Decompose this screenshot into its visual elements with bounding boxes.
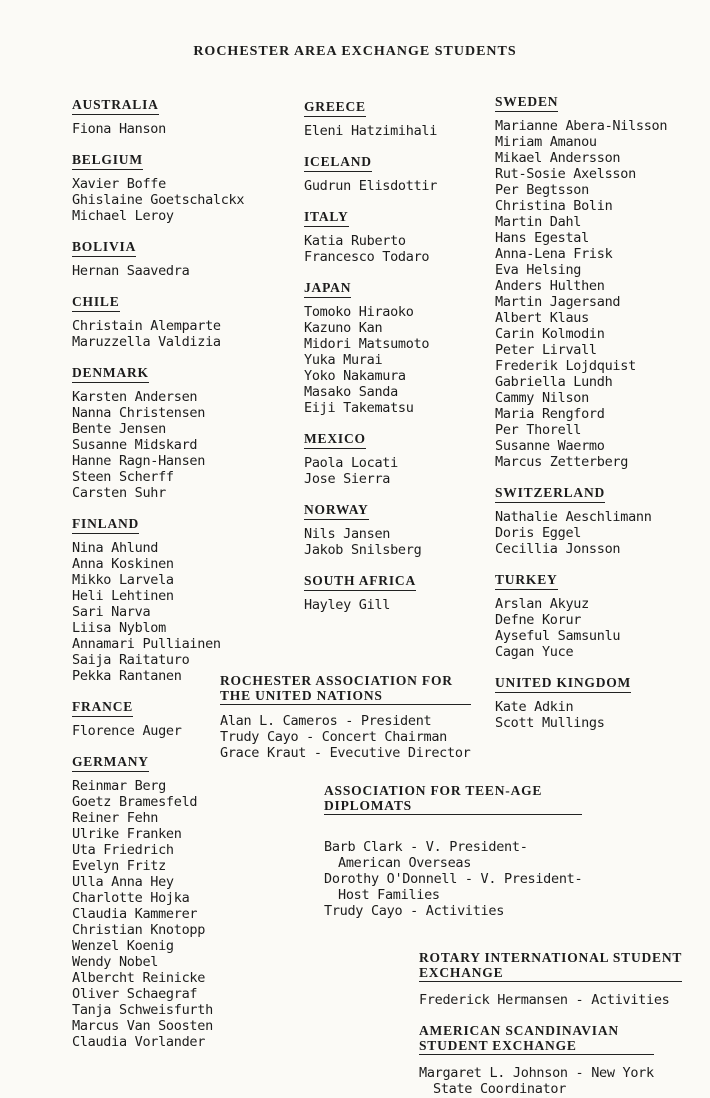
student-name: Goetz Bramesfeld (72, 794, 198, 810)
student-name: Charlotte Hojka (72, 890, 190, 906)
student-name: Hernan Saavedra (72, 263, 190, 279)
student-name: Reiner Fehn (72, 810, 159, 826)
student-name: Eleni Hatzimihali (304, 123, 438, 139)
asse-heading-line1: AMERICAN SCANDINAVIAN (419, 1023, 619, 1038)
student-list (72, 540, 244, 684)
student-name: Yoko Nakamura (304, 368, 406, 384)
student-name: Per Thorell (495, 422, 582, 438)
student-name: Reinmar Berg (72, 778, 166, 794)
student-list (72, 121, 244, 137)
raun-heading-line2: THE UNITED NATIONS (220, 688, 383, 703)
student-name: Heli Lehtinen (72, 588, 174, 604)
raun-section (220, 673, 471, 761)
student-name: Gabriella Lundh (495, 374, 613, 390)
country-section (304, 501, 437, 558)
student-name: Martin Jagersand (495, 294, 621, 310)
country-heading: MEXICO (304, 431, 366, 449)
student-name: Frederik Lojdquist (495, 358, 636, 374)
student-name: Pekka Rantanen (72, 668, 182, 684)
country-heading: TURKEY (495, 572, 558, 590)
student-name: Masako Sanda (304, 384, 398, 400)
country-heading: SWITZERLAND (495, 485, 605, 503)
atd-heading-line1: ASSOCIATION FOR TEEN-AGE (324, 783, 543, 798)
country-section (72, 151, 244, 224)
student-list (72, 263, 244, 279)
student-name: Mikael Andersson (495, 150, 621, 166)
country-section (495, 571, 667, 660)
raun-name: Alan L. Cameros - President (220, 713, 432, 729)
student-name: Liisa Nyblom (72, 620, 166, 636)
student-name: Kate Adkin (495, 699, 574, 715)
student-name: Ulla Anna Hey (72, 874, 174, 890)
country-heading: FINLAND (72, 516, 139, 534)
country-section (72, 698, 244, 739)
country-section (72, 293, 244, 350)
student-list (304, 304, 437, 416)
country-heading: GERMANY (72, 754, 149, 772)
country-section (72, 96, 244, 137)
student-list (304, 455, 437, 487)
student-name: Susanne Midskard (72, 437, 198, 453)
country-heading: SWEDEN (495, 94, 558, 112)
student-name: Anders Hulthen (495, 278, 605, 294)
student-name: Jose Sierra (304, 471, 391, 487)
student-name: Bente Jensen (72, 421, 166, 437)
student-name: Gudrun Elisdottir (304, 178, 438, 194)
asse-line: Margaret L. Johnson - New York (419, 1065, 654, 1081)
student-name: Fiona Hanson (72, 121, 166, 137)
student-list (304, 526, 437, 558)
atd-line: Dorothy O'Donnell - V. President- (324, 871, 583, 887)
country-section (304, 208, 437, 265)
country-section (304, 98, 437, 139)
student-name: Hayley Gill (304, 597, 391, 613)
student-name: Per Begtsson (495, 182, 589, 198)
country-heading: SOUTH AFRICA (304, 573, 416, 591)
student-name: Nina Ahlund (72, 540, 159, 556)
asse-heading (419, 1023, 654, 1055)
student-list (304, 233, 437, 265)
student-name: Nanna Christensen (72, 405, 206, 421)
country-section (72, 238, 244, 279)
country-heading: FRANCE (72, 699, 133, 717)
student-name: Anna-Lena Frisk (495, 246, 613, 262)
country-section (72, 753, 244, 1050)
student-list (495, 509, 667, 557)
student-name: Nathalie Aeschlimann (495, 509, 652, 525)
student-name: Claudia Vorlander (72, 1034, 206, 1050)
student-name: Susanne Waermo (495, 438, 605, 454)
student-name: Uta Friedrich (72, 842, 174, 858)
rotary-section (419, 950, 682, 1008)
raun-heading (220, 673, 471, 705)
country-section (495, 93, 667, 470)
student-name: Annamari Pulliainen (72, 636, 221, 652)
student-name: Karsten Andersen (72, 389, 198, 405)
rotary-heading-line2: EXCHANGE (419, 965, 504, 980)
student-name: Cecillia Jonsson (495, 541, 621, 557)
student-name: Hanne Ragn-Hansen (72, 453, 206, 469)
country-section (304, 430, 437, 487)
student-list (495, 118, 667, 470)
student-name: Saija Raitaturo (72, 652, 190, 668)
atd-line: Barb Clark - V. President- (324, 839, 528, 855)
country-section (495, 484, 667, 557)
asse-line: State Coordinator (433, 1081, 567, 1097)
student-name: Tanja Schweisfurth (72, 1002, 213, 1018)
asse-section (419, 1023, 654, 1097)
country-heading: BELGIUM (72, 152, 143, 170)
student-name: Albert Klaus (495, 310, 589, 326)
student-name: Katia Ruberto (304, 233, 406, 249)
country-section (304, 572, 437, 613)
rotary-heading-line1: ROTARY INTERNATIONAL STUDENT (419, 950, 683, 965)
student-name: Carin Kolmodin (495, 326, 605, 342)
raun-heading-line1: ROCHESTER ASSOCIATION FOR (220, 673, 453, 688)
column-right (495, 93, 667, 745)
student-name: Christian Knotopp (72, 922, 206, 938)
country-heading: DENMARK (72, 365, 149, 383)
student-name: Steen Scherff (72, 469, 174, 485)
student-list (304, 123, 437, 139)
rotary-line: Frederick Hermansen - Activities (419, 992, 670, 1008)
student-list (304, 597, 437, 613)
country-heading: AUSTRALIA (72, 97, 159, 115)
student-name: Kazuno Kan (304, 320, 383, 336)
column-left (72, 96, 244, 1064)
student-list (72, 318, 244, 350)
country-section (72, 364, 244, 501)
student-name: Ghislaine Goetschalckx (72, 192, 245, 208)
student-name: Paola Locati (304, 455, 398, 471)
rotary-heading (419, 950, 682, 982)
student-name: Cammy Nilson (495, 390, 589, 406)
country-heading: ICELAND (304, 154, 372, 172)
student-list (495, 699, 667, 731)
student-name: Claudia Kammerer (72, 906, 198, 922)
student-name: Sari Narva (72, 604, 151, 620)
country-heading: CHILE (72, 294, 120, 312)
student-list (72, 389, 244, 501)
student-name: Marianne Abera-Nilsson (495, 118, 668, 134)
country-section (495, 674, 667, 731)
country-heading: UNITED KINGDOM (495, 675, 631, 693)
atd-heading-line2: DIPLOMATS (324, 798, 412, 813)
student-name: Jakob Snilsberg (304, 542, 422, 558)
raun-name: Trudy Cayo - Concert Chairman (220, 729, 448, 745)
student-name: Wenzel Koenig (72, 938, 174, 954)
student-name: Nils Jansen (304, 526, 391, 542)
student-name: Defne Korur (495, 612, 582, 628)
student-list (495, 596, 667, 660)
student-name: Maria Rengford (495, 406, 605, 422)
student-name: Miriam Amanou (495, 134, 597, 150)
student-name: Marcus Van Soosten (72, 1018, 213, 1034)
asse-heading-line2: STUDENT EXCHANGE (419, 1038, 577, 1053)
country-section (304, 153, 437, 194)
student-name: Eiji Takematsu (304, 400, 414, 416)
student-name: Tomoko Hiraoko (304, 304, 414, 320)
student-name: Christina Bolin (495, 198, 613, 214)
atd-line: American Overseas (338, 855, 472, 871)
student-name: Martin Dahl (495, 214, 582, 230)
student-name: Oliver Schaegraf (72, 986, 198, 1002)
student-name: Albercht Reinicke (72, 970, 206, 986)
student-name: Xavier Boffe (72, 176, 166, 192)
student-name: Peter Lirvall (495, 342, 597, 358)
country-section (304, 279, 437, 416)
student-list (72, 176, 244, 224)
country-heading: BOLIVIA (72, 239, 136, 257)
student-name: Ulrike Franken (72, 826, 182, 842)
student-name: Marcus Zetterberg (495, 454, 629, 470)
atd-section (324, 783, 582, 919)
country-heading: NORWAY (304, 502, 369, 520)
student-name: Carsten Suhr (72, 485, 166, 501)
atd-line: Trudy Cayo - Activities (324, 903, 505, 919)
student-name: Mikko Larvela (72, 572, 174, 588)
student-name: Cagan Yuce (495, 644, 574, 660)
student-name: Ayseful Samsunlu (495, 628, 621, 644)
student-name: Michael Leroy (72, 208, 174, 224)
student-name: Wendy Nobel (72, 954, 159, 970)
student-name: Hans Egestal (495, 230, 589, 246)
student-list (72, 723, 244, 739)
student-name: Scott Mullings (495, 715, 605, 731)
student-name: Midori Matsumoto (304, 336, 430, 352)
student-name: Christain Alemparte (72, 318, 221, 334)
country-heading: JAPAN (304, 280, 351, 298)
student-name: Francesco Todaro (304, 249, 430, 265)
country-section (72, 515, 244, 684)
student-name: Rut-Sosie Axelsson (495, 166, 636, 182)
atd-line: Host Families (338, 887, 440, 903)
country-heading: GREECE (304, 99, 366, 117)
student-name: Yuka Murai (304, 352, 383, 368)
country-heading: ITALY (304, 209, 349, 227)
page-title: ROCHESTER AREA EXCHANGE STUDENTS (193, 44, 517, 59)
student-list (72, 778, 244, 1050)
student-list (304, 178, 437, 194)
student-name: Maruzzella Valdizia (72, 334, 221, 350)
student-name: Florence Auger (72, 723, 182, 739)
student-name: Anna Koskinen (72, 556, 174, 572)
student-name: Doris Eggel (495, 525, 582, 541)
student-name: Evelyn Fritz (72, 858, 166, 874)
atd-heading (324, 783, 582, 815)
column-middle (304, 98, 437, 627)
student-name: Eva Helsing (495, 262, 582, 278)
raun-name: Grace Kraut - Evecutive Director (220, 745, 471, 761)
student-name: Arslan Akyuz (495, 596, 589, 612)
